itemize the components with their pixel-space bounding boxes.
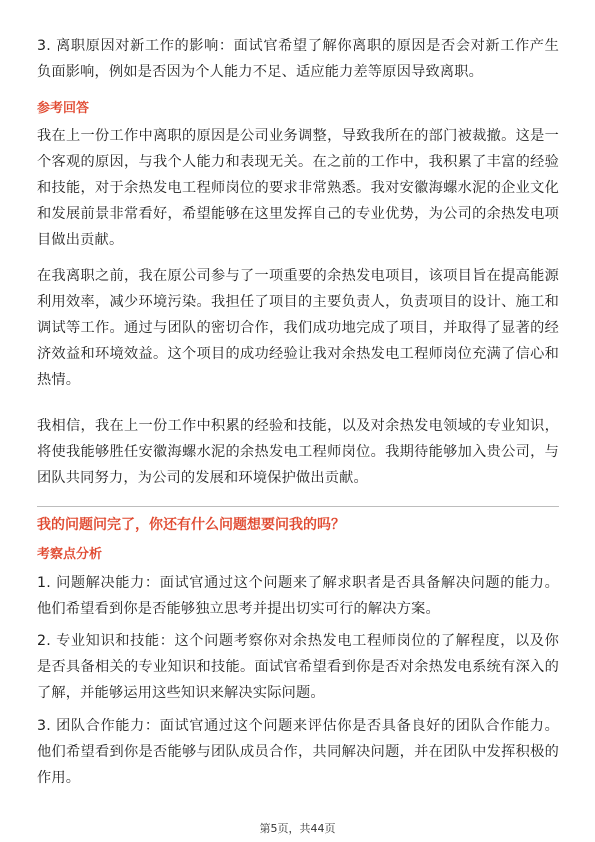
reference-answer-label: 参考回答 bbox=[37, 101, 90, 116]
analysis-label: 考察点分析 bbox=[37, 547, 103, 562]
section-divider bbox=[37, 506, 559, 507]
page-number: 第5页，共44页 bbox=[259, 822, 336, 835]
analysis-item-1: 1. 问题解决能力：面试官通过这个问题来了解求职者是否具备解决问题的能力。他们希望看到你是否能够独立思考并提出切实可行的解决方案。 bbox=[37, 575, 559, 617]
interview-point-3: 3. 离职原因对新工作的影响：面试官希望了解你离职的原因是否会对新工作产生负面影响，例如是否因为个人能力不足、适应能力差等原因导致离职。 bbox=[37, 38, 559, 80]
answer-paragraph-2: 在我离职之前，我在原公司参与了一项重要的余热发电项目，该项目旨在提高能源利用效率，减少环境污染。我担任了项目的主要负责人，负责项目的设计、施工和调试等工作。通过与团队的密切合作，我们成功地完成了项目，并取得了显著的经济效益和环境效益。这个项目的成功经验让我对余热发电工程师岗位充满了信心和热情。 bbox=[37, 268, 559, 388]
answer-paragraph-1: 我在上一份工作中离职的原因是公司业务调整，导致我所在的部门被裁撤。这是一个客观的原因，与我个人能力和表现无关。在之前的工作中，我积累了丰富的经验和技能，对于余热发电工程师岗位的要求非常熟悉。我对安徽海螺水泥的企业文化和发展前景非常看好，希望能够在这里发挥自己的专业优势，为公司的余热发电项目做出贡献。 bbox=[37, 128, 559, 248]
analysis-item-3: 3. 团队合作能力：面试官通过这个问题来评估你是否具备良好的团队合作能力。他们希望看到你是否能够与团队成员合作，共同解决问题，并在团队中发挥积极的作用。 bbox=[37, 718, 559, 786]
analysis-item-2: 2. 专业知识和技能：这个问题考察你对余热发电工程师岗位的了解程度，以及你是否具备相关的专业知识和技能。面试官希望看到你是否对余热发电系统有深入的了解，并能够运用这些知识来解决实际问题。 bbox=[37, 633, 559, 701]
question-heading: 我的问题问完了，你还有什么问题想要问我的吗？ bbox=[37, 517, 345, 533]
answer-paragraph-3: 我相信，我在上一份工作中积累的经验和技能，以及对余热发电领域的专业知识，将使我能够胜任安徽海螺水泥的余热发电工程师岗位。我期待能够加入贵公司，与团队共同努力，为公司的发展和环境保护做出贡献。 bbox=[37, 418, 559, 486]
